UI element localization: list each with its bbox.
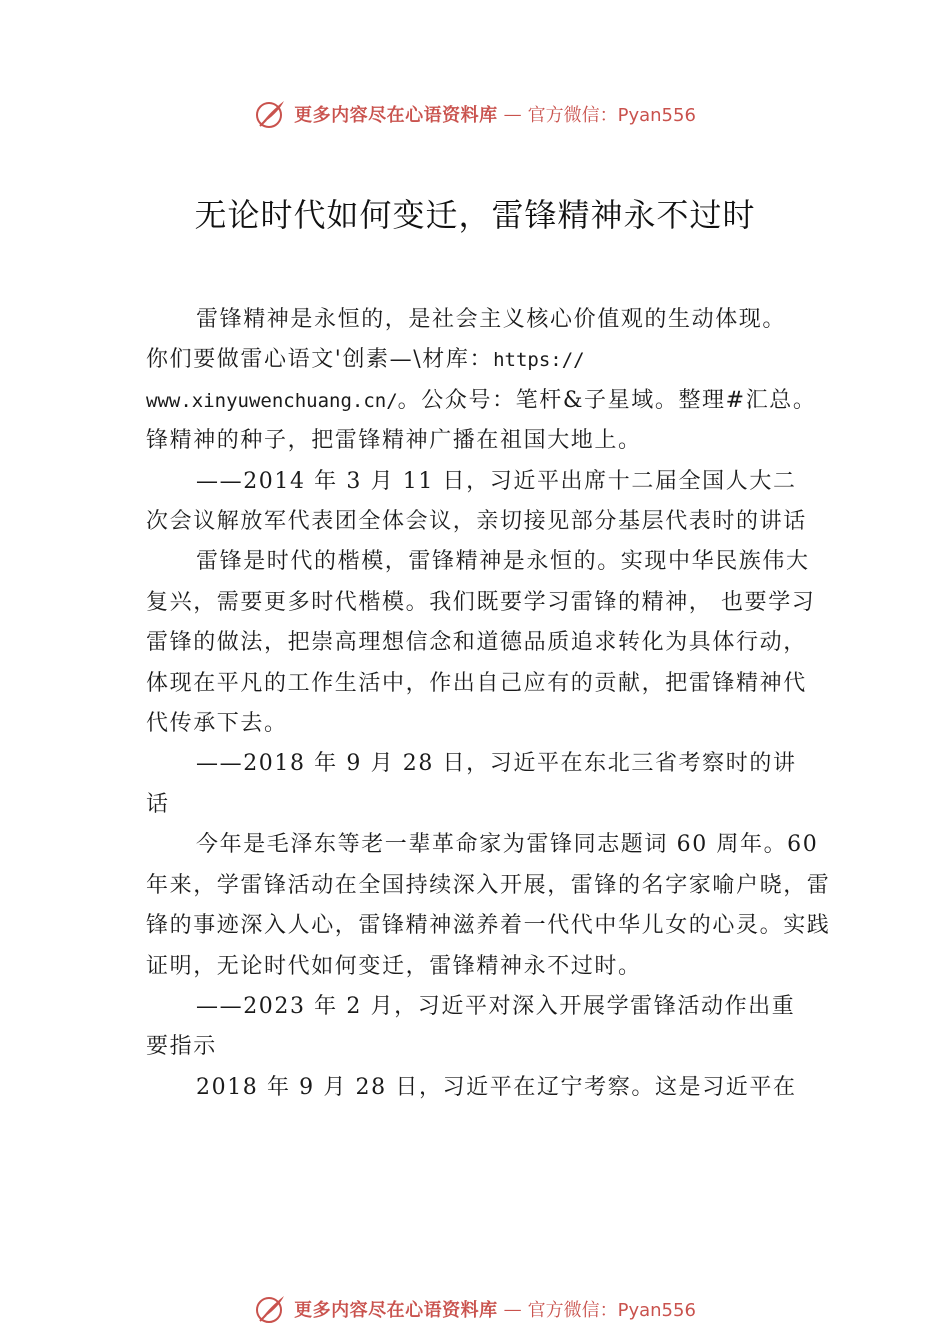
watermark-text: 更多内容尽在心语资料库: [294, 1300, 498, 1321]
article-body: [146, 300, 846, 1108]
paragraph-1-line-d: 锋精神的种子，把雷锋精神广播在祖国大地上。: [146, 428, 642, 454]
source-url-part-2: www.xinyuwenchuang.cn/: [146, 389, 398, 412]
header-watermark: [0, 94, 950, 134]
page-title: 无论时代如何变迁，雷锋精神永不过时: [194, 196, 756, 234]
footer-watermark: [0, 1289, 950, 1329]
paragraph-4: 2018 年 9 月 28 日，习近平在辽宁考察。这是习近平在: [196, 1074, 797, 1100]
watermark-wechat: 官方微信：Pyan556: [527, 1300, 696, 1321]
source-url-part-1: https://: [493, 349, 585, 372]
paragraph-3: 今年是毛泽东等老一辈革命家为雷锋同志题词 60 周年。60 年来，学雷锋活动在全国持续深入开展，雷锋的名字家喻户晓，雷锋的事迹深入人心，雷锋精神滋养着一代代中华儿女的心灵。实践证明，无论时代如何变迁，雷锋精神永不过时。: [146, 832, 831, 979]
quote-source-1: ——2014 年 3 月 11 日，习近平出席十二届全国人大二次会议解放军代表团全体会议，亲切接见部分基层代表时的讲话: [146, 468, 807, 535]
paragraph-1-line-a: 雷锋精神是永恒的，是社会主义核心价值观的生动体现。: [196, 307, 787, 332]
paragraph-2: 雷锋是时代的楷模，雷锋精神是永恒的。实现中华民族伟大复兴，需要更多时代楷模。我们既要学习雷锋的精神， 也要学习雷锋的做法，把崇高理想信念和道德品质追求转化为具体行动，体现在平凡的工作生活中，作出自己应有的贡献，把雷锋精神代代传承下去。: [146, 549, 816, 737]
paragraph-1: [146, 300, 846, 462]
watermark-separator: —: [503, 1298, 522, 1320]
quill-logo-icon: [254, 1292, 288, 1326]
watermark-wechat: 官方微信：Pyan556: [527, 105, 696, 126]
paragraph-1-line-c: 。公众号：笔杆&子星域。整理#汇总。: [397, 387, 817, 413]
quote-source-3: ——2023 年 2 月，习近平对深入开展学雷锋活动作出重要指示: [146, 993, 796, 1060]
watermark-text: 更多内容尽在心语资料库: [294, 105, 498, 126]
quote-source-2: ——2018 年 9 月 28 日，习近平在东北三省考察时的讲话: [146, 751, 797, 817]
paragraph-1-line-b: 你们要做雷心语文'创素—\材库：: [146, 347, 494, 373]
quill-logo-icon: [254, 97, 288, 131]
watermark-separator: —: [503, 103, 522, 125]
